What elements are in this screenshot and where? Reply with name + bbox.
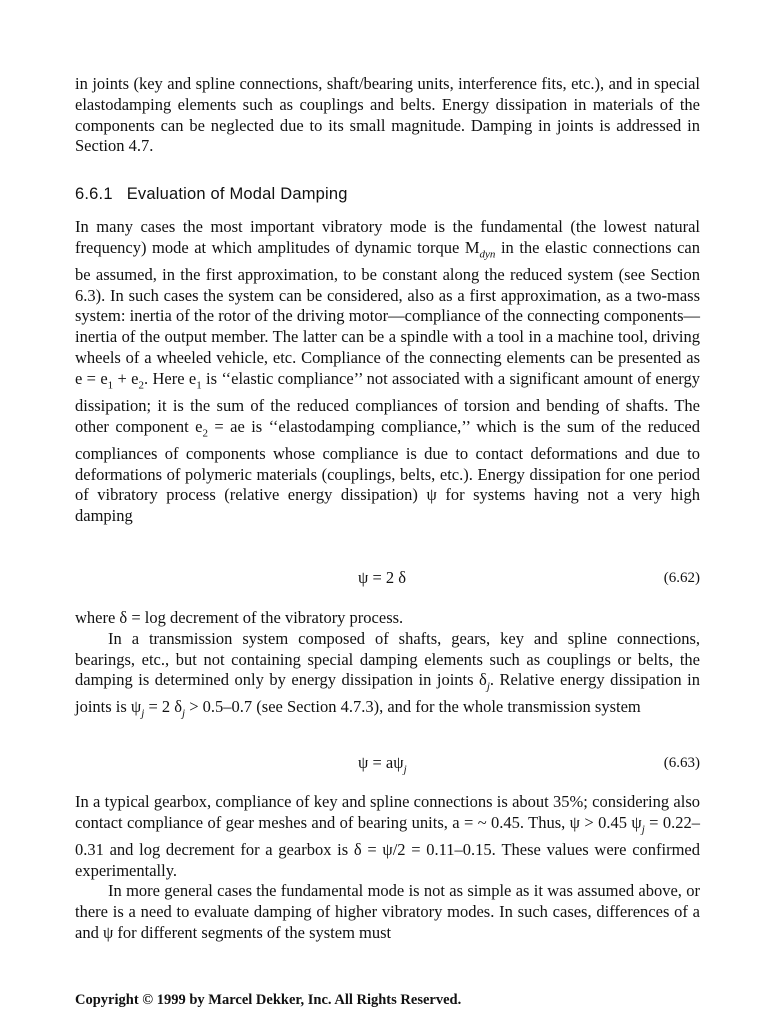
main-paragraph bbox=[75, 217, 700, 527]
main-block bbox=[75, 217, 700, 527]
subscript: 2 bbox=[138, 379, 144, 392]
general-paragraph: In more general cases the fundamental mode is not as simple as it was assumed above, or there is a need to evaluate damping of higher vibratory modes. In such cases, differences of a and ψ for different segments of the system must bbox=[75, 881, 700, 943]
text-run: = 2 δ bbox=[144, 697, 183, 717]
text-run: = ae is ‘‘elastodamping compliance,’’ which is the sum of the reduced compliances of components whose compliance is due to contact deformations and due to deformations of polymeric materials (couplings, belts, etc.). Energy dissipation for one period of vibratory process (relative energy dissipation) ψ for systems having not a very high damping bbox=[75, 416, 700, 526]
text-run: + e bbox=[113, 368, 139, 388]
equation-body bbox=[358, 753, 407, 780]
transmission-paragraph bbox=[75, 629, 700, 725]
text-run: . Relative energy dissipation in joints is ψ bbox=[75, 670, 700, 717]
subscript: 1 bbox=[107, 379, 114, 392]
text-run: In a typical gearbox, compliance of key and spline connections is about 35%; considering also contact compliance of gear meshes and of bearing units, a = ~ 0.45. Thus, ψ > 0.45 ψ bbox=[75, 792, 700, 832]
subscript: j bbox=[182, 707, 186, 720]
subscript: j bbox=[486, 680, 490, 693]
text-run: = 0.22–0.31 and log decrement for a gearbox is δ = ψ/2 = 0.11–0.15. These values were confirmed experimentally. bbox=[75, 812, 700, 880]
subscript: j bbox=[403, 763, 407, 776]
text-run: is ‘‘elastic compliance’’ not associated with a significant amount of energy dissipation; it is the sum of the reduced compliances of torsion and bending of shafts. The other component e bbox=[75, 368, 701, 436]
equation-6-63 bbox=[75, 753, 700, 774]
subscript: j bbox=[641, 823, 645, 836]
intro-block bbox=[75, 74, 700, 157]
equation-label: (6.63) bbox=[663, 755, 700, 771]
subscript: dyn bbox=[479, 248, 496, 261]
section-heading bbox=[75, 184, 700, 205]
transmission-block bbox=[75, 608, 700, 725]
section-title: Evaluation of Modal Damping bbox=[126, 185, 348, 203]
where-paragraph: where δ = log decrement of the vibratory process. bbox=[75, 608, 404, 627]
gearbox-block bbox=[75, 792, 700, 944]
text-run: . Here e bbox=[143, 368, 197, 388]
intro-paragraph: in joints (key and spline connections, shaft/bearing units, interference fits, etc.), and in special elastodamping elements such as couplings and belts. Energy dissipation in materials of the components can be neglected due to its small magnitude. Damping in joints is addressed in Section 4.7. bbox=[75, 74, 700, 156]
text-run: > 0.5–0.7 (see Section 4.7.3), and for the whole transmission system bbox=[185, 697, 641, 717]
subscript: 1 bbox=[196, 379, 202, 392]
equation-text: ψ = a bbox=[358, 753, 394, 772]
text-run: in the elastic connections can be assumed, in the first approximation, to be constant along the reduced system (see Section 6.3). In such cases the system can be considered, also as a first approximation, as a two-mass system: inertia of the rotor of the driving motor—compliance of the connecting components—inertia of the output member. The latter can be a spindle with a tool in a machine tool, driving wheels of a wheeled vehicle, etc. Compliance of the connecting elements can be presented as e = e bbox=[75, 237, 701, 388]
text-run: In a transmission system composed of shafts, gears, key and spline connections, bearings, etc., but not containing special damping elements such as couplings or belts, the damping is determined only by energy dissipation in joints δ bbox=[75, 628, 700, 690]
equation-text: ψ bbox=[393, 753, 404, 772]
text-run: In many cases the most important vibratory mode is the fundamental (the lowest natural frequency) mode at which amplitudes of dynamic torque M bbox=[75, 217, 700, 257]
section-number: 6.6.1 bbox=[75, 185, 113, 203]
equation-label: (6.62) bbox=[663, 570, 700, 586]
equation-6-62 bbox=[75, 568, 700, 589]
equation-body: ψ = 2 δ bbox=[358, 568, 407, 587]
gearbox-paragraph bbox=[75, 792, 700, 881]
subscript: 2 bbox=[202, 427, 208, 440]
subscript: j bbox=[141, 707, 145, 720]
copyright-footer: Copyright © 1999 by Marcel Dekker, Inc. All Rights Reserved. bbox=[75, 992, 462, 1008]
